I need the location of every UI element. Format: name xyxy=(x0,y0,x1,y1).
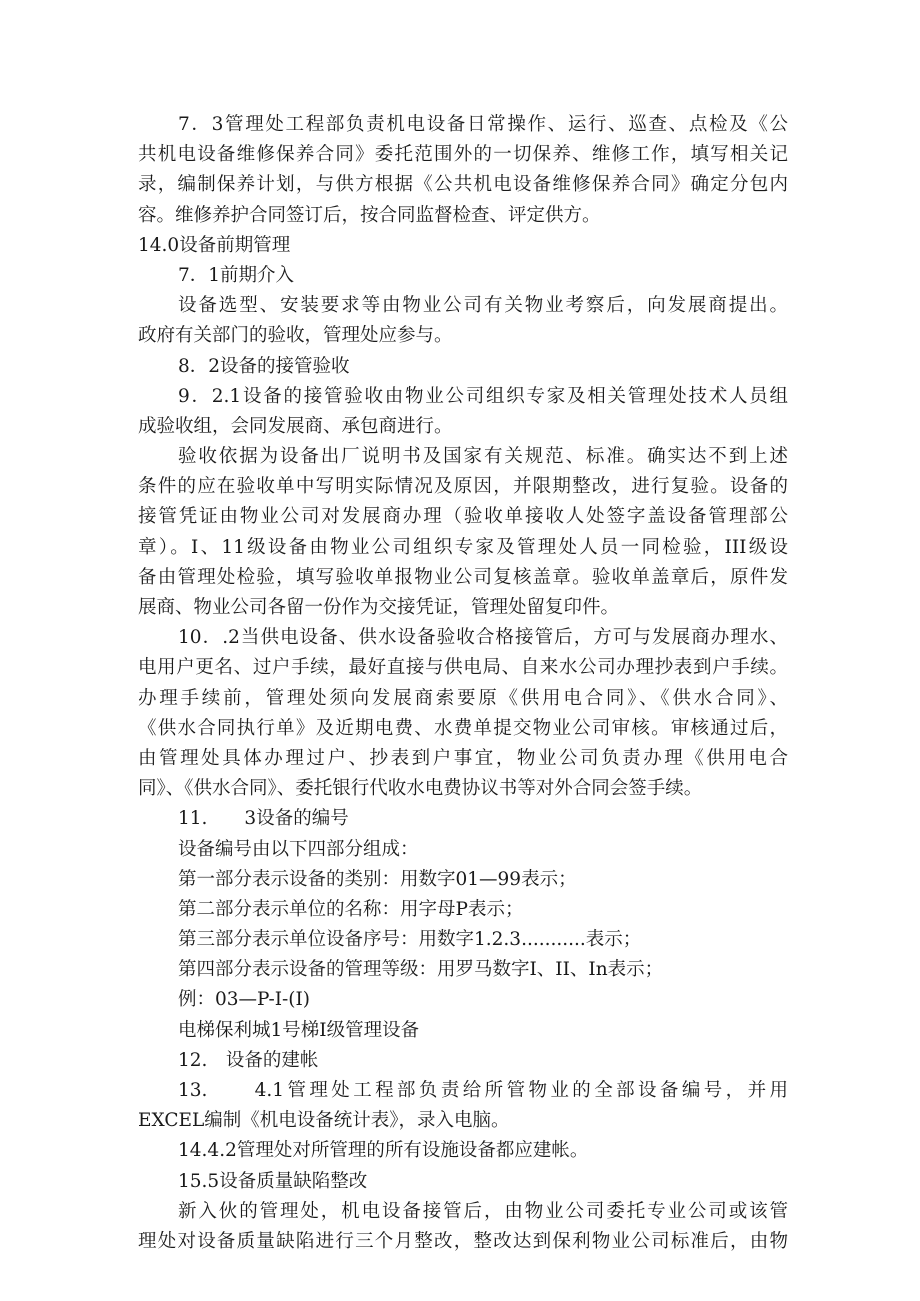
subsection-heading: 8．2设备的接管验收 xyxy=(178,355,350,377)
example-line: 电梯保利城1号梯I级管理设备 xyxy=(178,1019,420,1041)
paragraph-line: 容。维修养护合同签订后，按合同监督检查、评定供方。 xyxy=(138,204,601,226)
paragraph-line: 成验收组，会同发展商、承包商进行。 xyxy=(138,415,453,437)
example-line: 例：03—P-I-(I) xyxy=(178,989,311,1011)
document-body xyxy=(138,110,788,1257)
paragraph-line: 展商、物业公司各留一份作为交接凭证，管理处留复印件。 xyxy=(138,597,620,618)
list-item: 第三部分表示单位设备序号：用数字1.2.3...........表示； xyxy=(178,929,642,951)
subsection-heading: 12. 设备的建帐 xyxy=(178,1049,319,1071)
paragraph-line: 政府有关部门的验收，管理处应参与。 xyxy=(138,325,453,347)
paragraph-line: 章）。I、11级设备由物业公司组织专家及管理处人员一同检验，III级设 xyxy=(138,536,788,558)
section-heading: 14.0设备前期管理 xyxy=(138,234,291,256)
paragraph-line: 电用户更名、过户手续，最好直接与供电局、自来水公司办理抄表到户手续。 xyxy=(138,657,788,679)
paragraph-line: 同》、《供水合同》、委托银行代收水电费协议书等对外合同会签手续。 xyxy=(138,778,703,800)
paragraph-line: 设备编号由以下四部分组成： xyxy=(178,838,419,860)
paragraph-line: 《供水合同执行单》及近期电费、水费单提交物业公司审核。审核通过后， xyxy=(138,717,788,739)
paragraph-line: 9．2.1设备的接管验收由物业公司组织专家及相关管理处技术人员组 xyxy=(178,385,788,407)
subsection-heading: 11. 3设备的编号 xyxy=(178,808,349,830)
paragraph-line: 13. 4.1管理处工程部负责给所管物业的全部设备编号，并用 xyxy=(178,1080,788,1101)
paragraph-line: 录，编制保养计划，与供方根据《公共机电设备维修保养合同》确定分包内 xyxy=(138,174,788,196)
list-item: 第一部分表示设备的类别：用数字01—99表示； xyxy=(178,868,577,890)
paragraph-line: EXCEL编制《机电设备统计表》，录入电脑。 xyxy=(138,1110,510,1132)
paragraph-line: 新入伙的管理处，机电设备接管后，由物业公司委托专业公司或该管 xyxy=(178,1200,788,1222)
paragraph-line: 设备选型、安装要求等由物业公司有关物业考察后，向发展商提出。 xyxy=(178,295,788,317)
list-item: 第四部分表示设备的管理等级：用罗马数字I、II、In表示； xyxy=(178,959,664,981)
paragraph-line: 10．.2当供电设备、供水设备验收合格接管后，方可与发展商办理水、 xyxy=(178,627,788,649)
paragraph-line: 接管凭证由物业公司对发展商办理（验收单接收人处签字盖设备管理部公 xyxy=(138,506,788,528)
paragraph-line: 由管理处具体办理过户、抄表到户事宜，物业公司负责办理《供用电合 xyxy=(138,747,788,769)
paragraph-line: 办理手续前，管理处须向发展商索要原《供用电合同》、《供水合同》、 xyxy=(138,687,788,709)
paragraph-line: 条件的应在验收单中写明实际情况及原因，并限期整改，进行复验。设备的 xyxy=(138,476,788,498)
paragraph-line: 14.4.2管理处对所管理的所有设施设备都应建帐。 xyxy=(178,1140,589,1162)
subsection-heading: 7．1前期介入 xyxy=(178,264,295,286)
paragraph-line: 共机电设备维修保养合同》委托范围外的一切保养、维修工作，填写相关记 xyxy=(138,144,788,166)
paragraph-line: 7．3管理处工程部负责机电设备日常操作、运行、巡查、点检及《公 xyxy=(178,114,788,135)
paragraph-line: 备由管理处检验，填写验收单报物业公司复核盖章。验收单盖章后，原件发 xyxy=(138,566,788,588)
list-item: 第二部分表示单位的名称：用字母P表示； xyxy=(178,898,524,920)
paragraph-line: 理处对设备质量缺陷进行三个月整改，整改达到保利物业公司标准后，由物 xyxy=(138,1230,788,1252)
subsection-heading: 15.5设备质量缺陷整改 xyxy=(178,1170,368,1192)
paragraph-line: 验收依据为设备出厂说明书及国家有关规范、标准。确实达不到上述 xyxy=(178,446,788,468)
